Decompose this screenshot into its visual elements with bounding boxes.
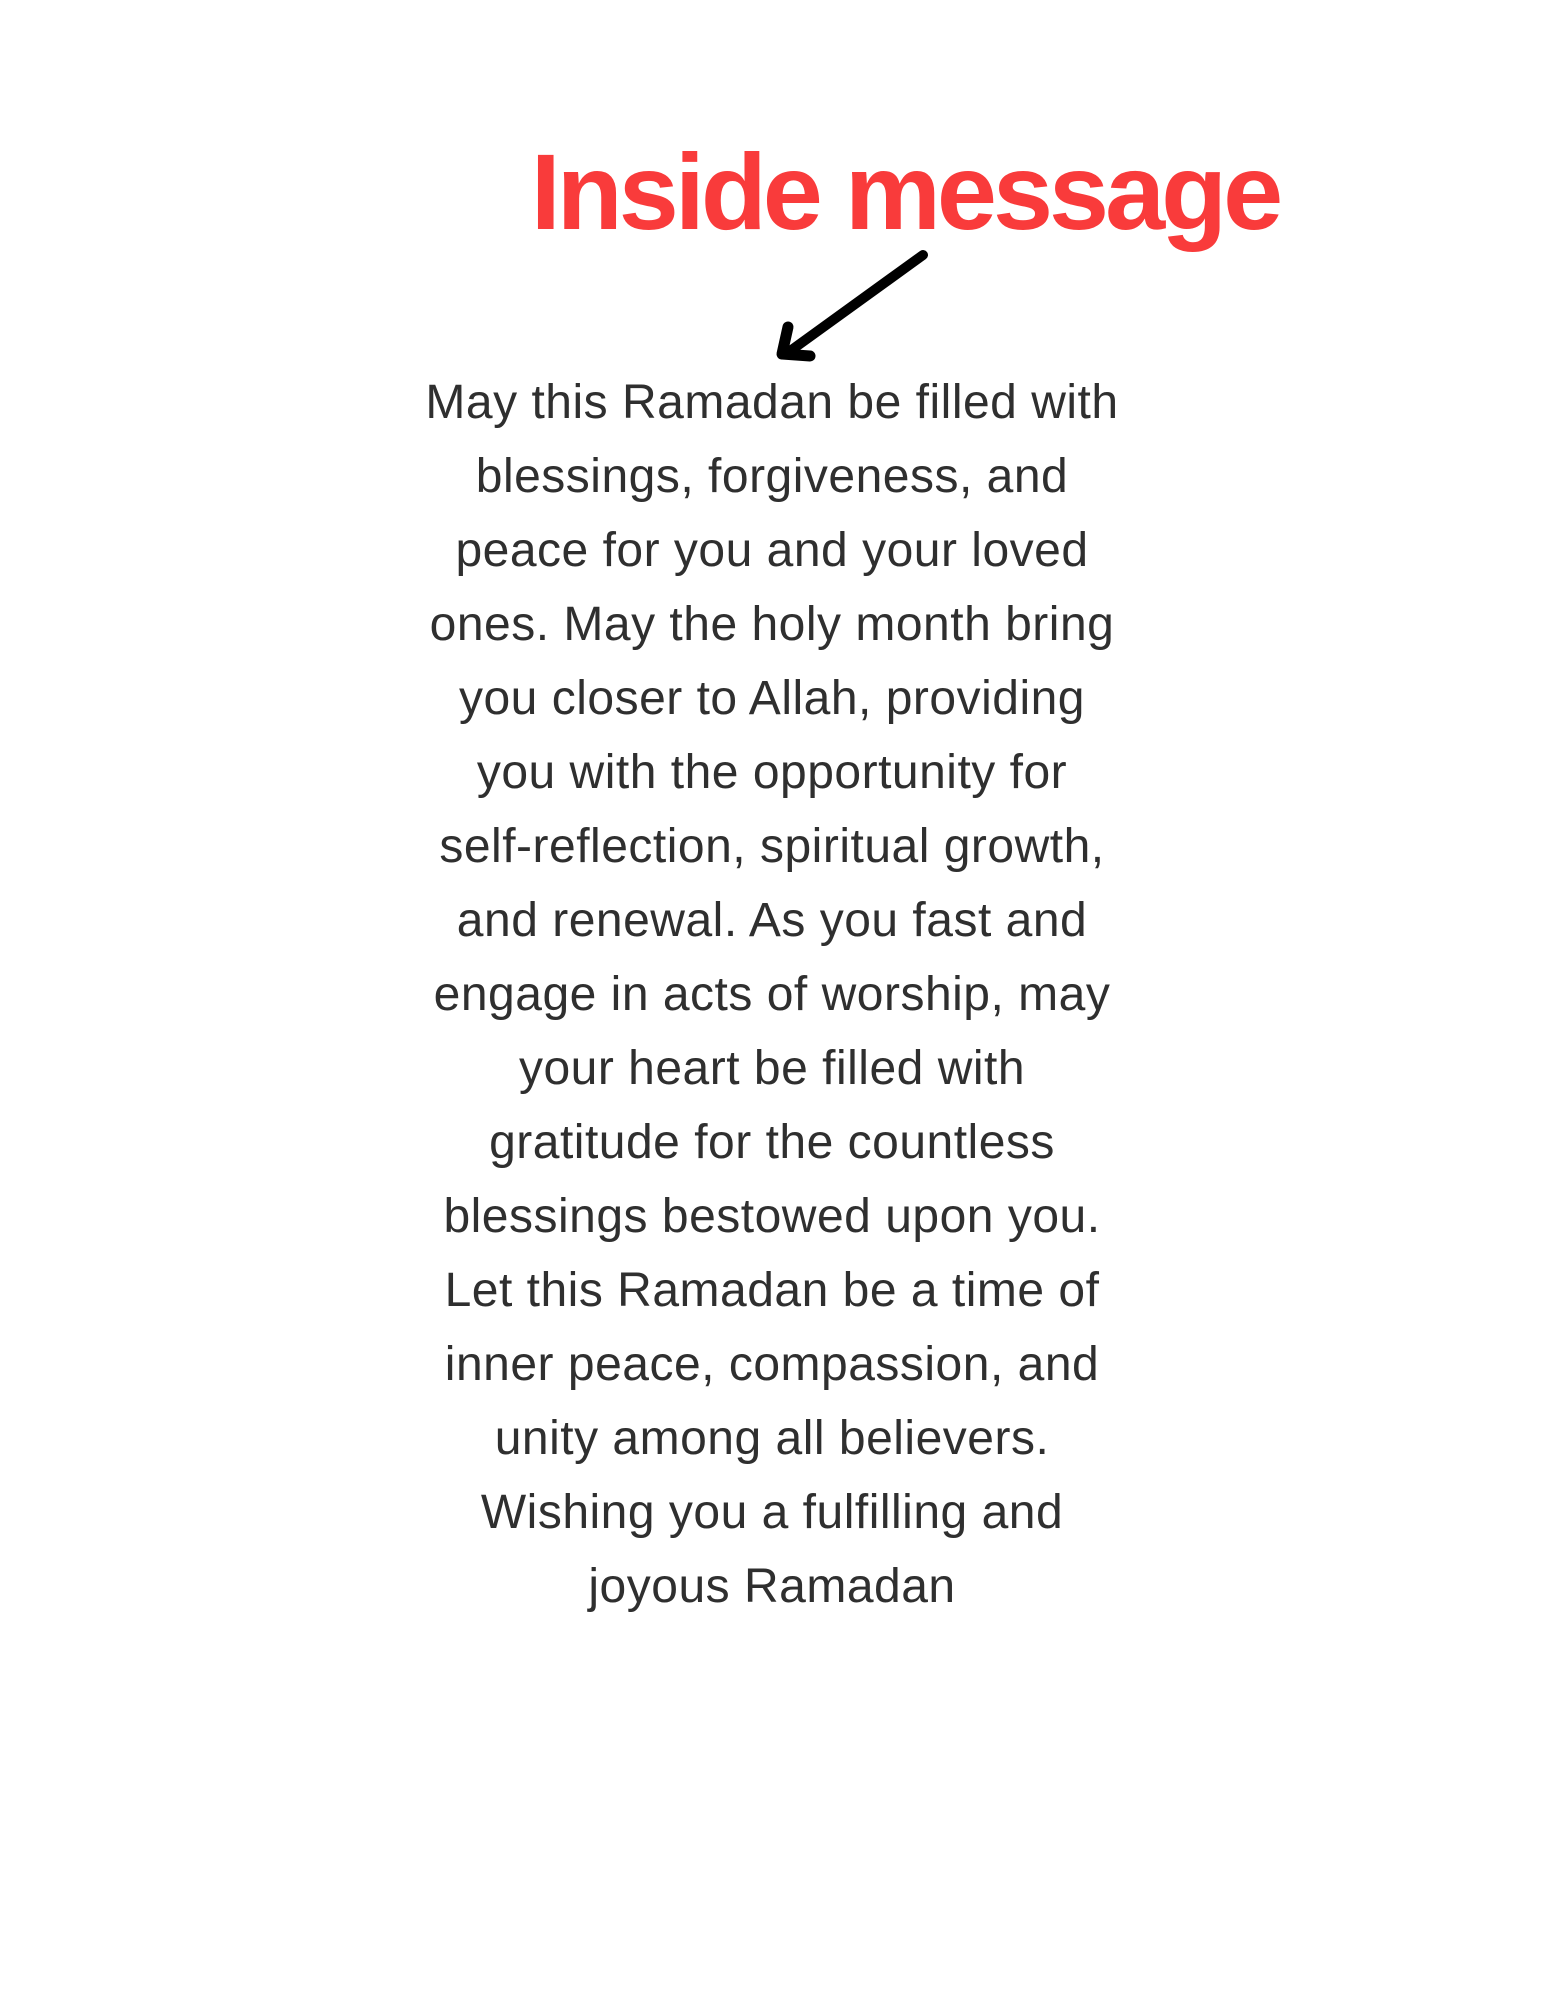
message-line: ones. May the holy month bring — [429, 598, 1115, 651]
message-line: you closer to Allah, providing — [458, 672, 1085, 725]
inside-message-text — [362, 366, 1182, 1624]
message-line: gratitude for the countless — [489, 1116, 1055, 1169]
arrow-down-left-icon — [768, 242, 938, 368]
page-title: Inside message — [530, 131, 1280, 252]
message-line: Wishing you a fulfilling and — [480, 1486, 1064, 1539]
message-line: self-reflection, spiritual growth, — [439, 820, 1105, 873]
message-line: engage in acts of worship, may — [433, 968, 1111, 1021]
message-line: May this Ramadan be filled with — [425, 376, 1119, 429]
message-line: blessings bestowed upon you. — [443, 1190, 1101, 1243]
message-line: unity among all believers. — [494, 1412, 1050, 1465]
message-line: Let this Ramadan be a time of — [444, 1264, 1100, 1317]
message-line: your heart be filled with — [518, 1042, 1026, 1095]
message-line: joyous Ramadan — [588, 1560, 956, 1613]
message-line: and renewal. As you fast and — [456, 894, 1088, 947]
message-line: you with the opportunity for — [476, 746, 1068, 799]
message-line: inner peace, compassion, and — [444, 1338, 1100, 1391]
message-line: peace for you and your loved — [455, 524, 1089, 577]
message-line: blessings, forgiveness, and — [475, 450, 1069, 503]
